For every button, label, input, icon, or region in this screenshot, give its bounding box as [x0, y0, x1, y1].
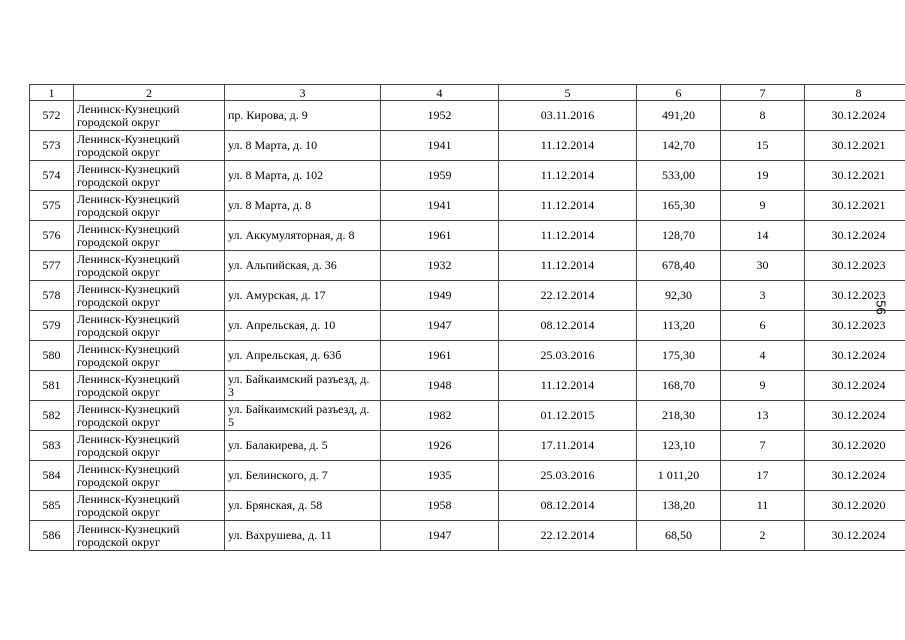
deadline-cell: 30.12.2024	[805, 461, 905, 491]
municipality-cell: Ленинск-Кузнецкий городской округ	[74, 371, 225, 401]
page-number: 56	[873, 300, 889, 315]
address-cell: ул. 8 Марта, д. 10	[225, 131, 381, 161]
year-cell: 1947	[381, 521, 499, 551]
address-cell: пр. Кирова, д. 9	[225, 101, 381, 131]
date-cell: 11.12.2014	[499, 161, 637, 191]
deadline-cell: 30.12.2024	[805, 401, 905, 431]
year-cell: 1926	[381, 431, 499, 461]
area-cell: 92,30	[637, 281, 721, 311]
row-number: 581	[30, 371, 74, 401]
municipality-cell: Ленинск-Кузнецкий городской округ	[74, 521, 225, 551]
municipality-cell: Ленинск-Кузнецкий городской округ	[74, 461, 225, 491]
municipality-cell: Ленинск-Кузнецкий городской округ	[74, 341, 225, 371]
address-cell: ул. Амурская, д. 17	[225, 281, 381, 311]
municipality-cell: Ленинск-Кузнецкий городской округ	[74, 161, 225, 191]
address-cell: ул. Байкаимский разъезд, д. 5	[225, 401, 381, 431]
year-cell: 1958	[381, 491, 499, 521]
year-cell: 1949	[381, 281, 499, 311]
address-cell: ул. Апрельская, д. 10	[225, 311, 381, 341]
year-cell: 1932	[381, 251, 499, 281]
column-header: 2	[74, 85, 225, 101]
year-cell: 1947	[381, 311, 499, 341]
table-row	[30, 431, 905, 461]
column-header: 6	[637, 85, 721, 101]
year-cell: 1959	[381, 161, 499, 191]
area-cell: 491,20	[637, 101, 721, 131]
count-cell: 14	[721, 221, 805, 251]
count-cell: 4	[721, 341, 805, 371]
deadline-cell: 30.12.2024	[805, 101, 905, 131]
deadline-cell: 30.12.2023	[805, 281, 905, 311]
deadline-cell: 30.12.2024	[805, 521, 905, 551]
date-cell: 22.12.2014	[499, 281, 637, 311]
year-cell: 1948	[381, 371, 499, 401]
address-cell: ул. 8 Марта, д. 8	[225, 191, 381, 221]
table-body	[30, 101, 905, 551]
area-cell: 138,20	[637, 491, 721, 521]
table-row	[30, 371, 905, 401]
row-number: 579	[30, 311, 74, 341]
deadline-cell: 30.12.2021	[805, 161, 905, 191]
table-header	[30, 85, 905, 101]
year-cell: 1961	[381, 221, 499, 251]
table-row	[30, 461, 905, 491]
municipality-cell: Ленинск-Кузнецкий городской округ	[74, 431, 225, 461]
municipality-cell: Ленинск-Кузнецкий городской округ	[74, 281, 225, 311]
date-cell: 25.03.2016	[499, 461, 637, 491]
deadline-cell: 30.12.2021	[805, 131, 905, 161]
year-cell: 1952	[381, 101, 499, 131]
municipality-cell: Ленинск-Кузнецкий городской округ	[74, 221, 225, 251]
count-cell: 2	[721, 521, 805, 551]
date-cell: 03.11.2016	[499, 101, 637, 131]
municipality-cell: Ленинск-Кузнецкий городской округ	[74, 401, 225, 431]
deadline-cell: 30.12.2021	[805, 191, 905, 221]
table-row	[30, 131, 905, 161]
table-row	[30, 101, 905, 131]
row-number: 578	[30, 281, 74, 311]
table-row	[30, 161, 905, 191]
count-cell: 17	[721, 461, 805, 491]
year-cell: 1982	[381, 401, 499, 431]
area-cell: 68,50	[637, 521, 721, 551]
register-table	[29, 84, 905, 551]
count-cell: 7	[721, 431, 805, 461]
table-row	[30, 191, 905, 221]
row-number: 585	[30, 491, 74, 521]
date-cell: 11.12.2014	[499, 191, 637, 221]
count-cell: 30	[721, 251, 805, 281]
table-row	[30, 491, 905, 521]
row-number: 573	[30, 131, 74, 161]
year-cell: 1941	[381, 131, 499, 161]
row-number: 586	[30, 521, 74, 551]
area-cell: 175,30	[637, 341, 721, 371]
table-row	[30, 341, 905, 371]
row-number: 572	[30, 101, 74, 131]
row-number: 583	[30, 431, 74, 461]
deadline-cell: 30.12.2020	[805, 431, 905, 461]
date-cell: 22.12.2014	[499, 521, 637, 551]
year-cell: 1961	[381, 341, 499, 371]
date-cell: 08.12.2014	[499, 311, 637, 341]
area-cell: 165,30	[637, 191, 721, 221]
address-cell: ул. Альпийская, д. 36	[225, 251, 381, 281]
row-number: 582	[30, 401, 74, 431]
row-number: 580	[30, 341, 74, 371]
municipality-cell: Ленинск-Кузнецкий городской округ	[74, 491, 225, 521]
count-cell: 15	[721, 131, 805, 161]
municipality-cell: Ленинск-Кузнецкий городской округ	[74, 101, 225, 131]
area-cell: 128,70	[637, 221, 721, 251]
area-cell: 168,70	[637, 371, 721, 401]
column-number-row	[30, 85, 905, 101]
address-cell: ул. Балакирева, д. 5	[225, 431, 381, 461]
area-cell: 218,30	[637, 401, 721, 431]
deadline-cell: 30.12.2024	[805, 371, 905, 401]
table-row	[30, 251, 905, 281]
table-row	[30, 401, 905, 431]
deadline-cell: 30.12.2023	[805, 251, 905, 281]
area-cell: 123,10	[637, 431, 721, 461]
table-row	[30, 521, 905, 551]
area-cell: 1 011,20	[637, 461, 721, 491]
address-cell: ул. Белинского, д. 7	[225, 461, 381, 491]
count-cell: 11	[721, 491, 805, 521]
year-cell: 1941	[381, 191, 499, 221]
date-cell: 11.12.2014	[499, 131, 637, 161]
municipality-cell: Ленинск-Кузнецкий городской округ	[74, 191, 225, 221]
address-cell: ул. Апрельская, д. 63б	[225, 341, 381, 371]
deadline-cell: 30.12.2024	[805, 341, 905, 371]
row-number: 575	[30, 191, 74, 221]
municipality-cell: Ленинск-Кузнецкий городской округ	[74, 311, 225, 341]
area-cell: 678,40	[637, 251, 721, 281]
column-header: 3	[225, 85, 381, 101]
year-cell: 1935	[381, 461, 499, 491]
address-cell: ул. Брянская, д. 58	[225, 491, 381, 521]
table-row	[30, 221, 905, 251]
row-number: 584	[30, 461, 74, 491]
deadline-cell: 30.12.2020	[805, 491, 905, 521]
area-cell: 142,70	[637, 131, 721, 161]
column-header: 4	[381, 85, 499, 101]
address-cell: ул. Байкаимский разъезд, д. 3	[225, 371, 381, 401]
date-cell: 08.12.2014	[499, 491, 637, 521]
date-cell: 01.12.2015	[499, 401, 637, 431]
address-cell: ул. Аккумуляторная, д. 8	[225, 221, 381, 251]
deadline-cell: 30.12.2024	[805, 221, 905, 251]
date-cell: 25.03.2016	[499, 341, 637, 371]
row-number: 576	[30, 221, 74, 251]
count-cell: 19	[721, 161, 805, 191]
area-cell: 113,20	[637, 311, 721, 341]
deadline-cell: 30.12.2023	[805, 311, 905, 341]
row-number: 577	[30, 251, 74, 281]
address-cell: ул. Вахрушева, д. 11	[225, 521, 381, 551]
count-cell: 3	[721, 281, 805, 311]
count-cell: 13	[721, 401, 805, 431]
area-cell: 533,00	[637, 161, 721, 191]
municipality-cell: Ленинск-Кузнецкий городской округ	[74, 251, 225, 281]
column-header: 8	[805, 85, 905, 101]
date-cell: 11.12.2014	[499, 371, 637, 401]
count-cell: 8	[721, 101, 805, 131]
table-row	[30, 311, 905, 341]
column-header: 5	[499, 85, 637, 101]
count-cell: 9	[721, 191, 805, 221]
table-row	[30, 281, 905, 311]
address-cell: ул. 8 Марта, д. 102	[225, 161, 381, 191]
date-cell: 11.12.2014	[499, 221, 637, 251]
row-number: 574	[30, 161, 74, 191]
count-cell: 6	[721, 311, 805, 341]
date-cell: 11.12.2014	[499, 251, 637, 281]
date-cell: 17.11.2014	[499, 431, 637, 461]
column-header: 1	[30, 85, 74, 101]
column-header: 7	[721, 85, 805, 101]
municipality-cell: Ленинск-Кузнецкий городской округ	[74, 131, 225, 161]
count-cell: 9	[721, 371, 805, 401]
